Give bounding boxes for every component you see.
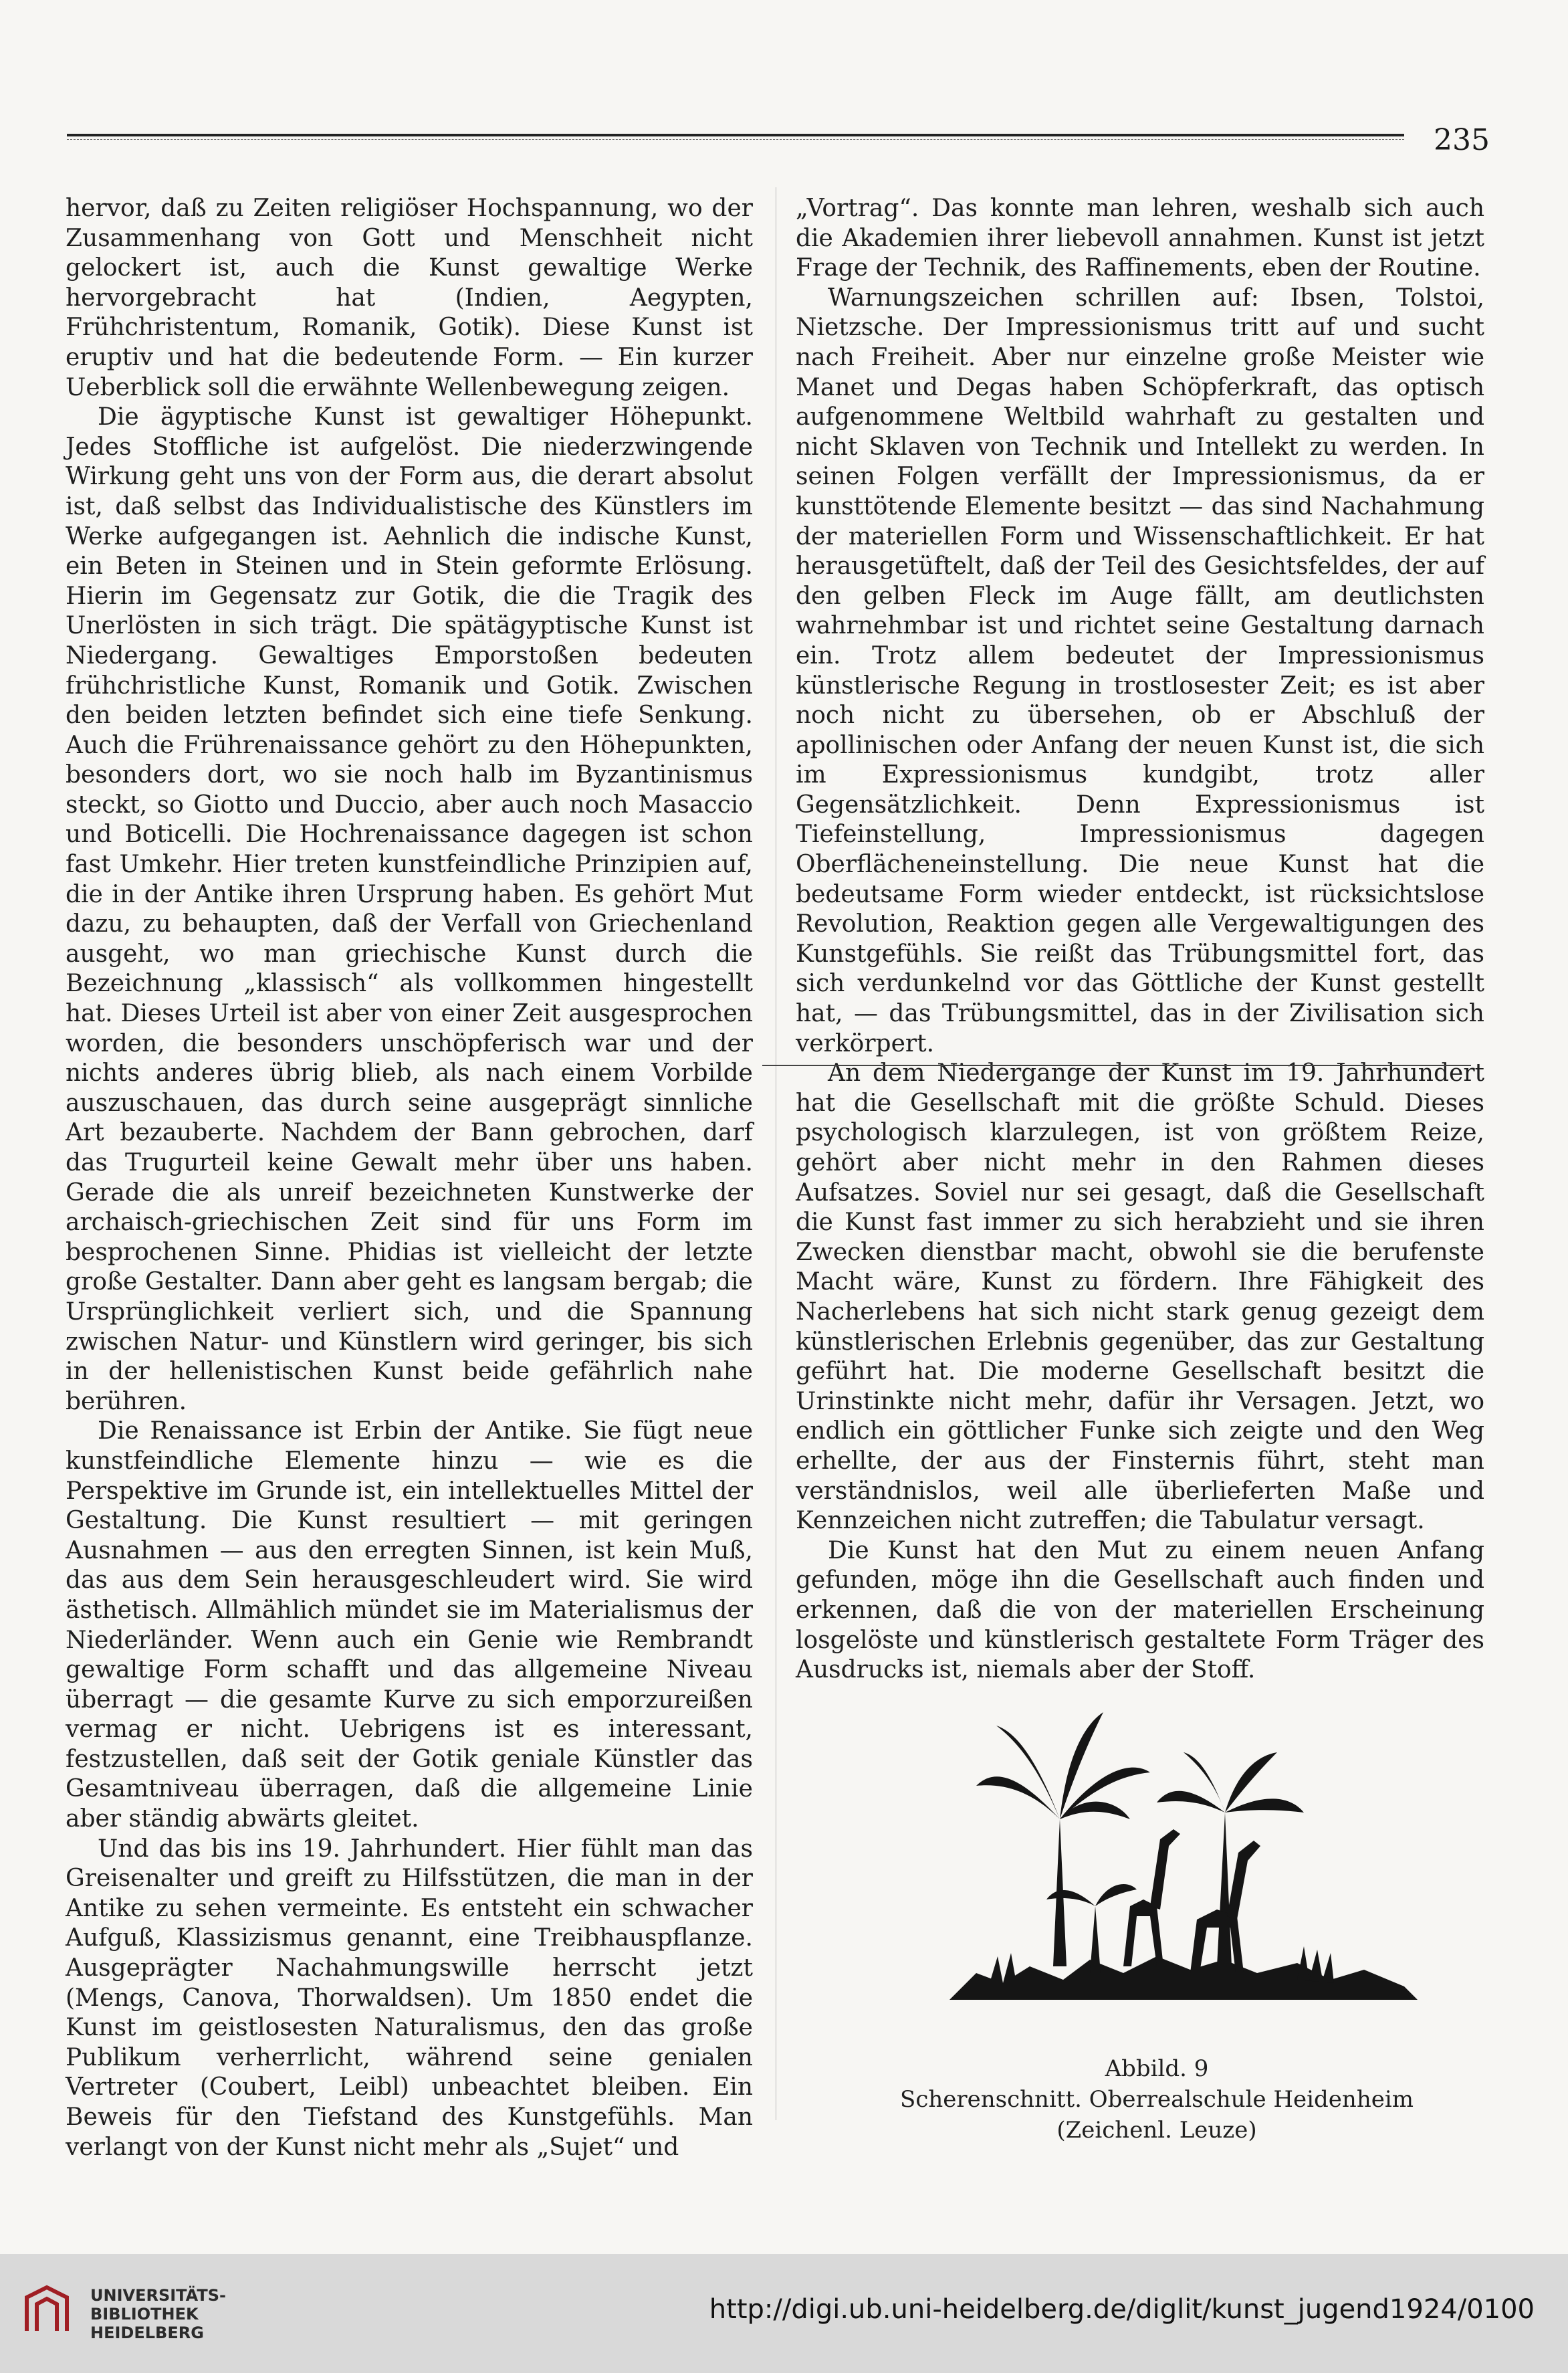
paragraph: Die Kunst hat den Mut zu einem neuen Anfang gefunden, möge ihn die Gesellschaft auch finden und erkennen, daß die von der materiellen Erscheinung losgelöste und künstlerisch gestaltete Form Träger des Ausdrucks ist, niemals aber der Stoff. <box>796 1536 1484 1684</box>
library-name-line-1: UNIVERSITÄTS- <box>90 2286 227 2305</box>
page-number: 235 <box>1434 123 1490 157</box>
paragraph: hervor, daß zu Zeiten religiöser Hochspannung, wo der Zusammenhang von Gott und Menschheit nicht gelockert ist, auch die Kunst gewaltige Werke hervorgebracht hat (Indien, Aegypten, Frühchristentum, Romanik, Gotik). Diese Kunst ist eruptiv und hat die bedeutende Form. — Ein kurzer Ueberblick soll die erwähnte Wellenbewegung zeigen. <box>66 195 753 401</box>
library-logo-icon <box>13 2277 80 2344</box>
right-text-column <box>796 194 1484 1685</box>
paper-cut-figure <box>923 1685 1431 2020</box>
library-footer <box>0 2254 1568 2373</box>
caption-line-3: (Zeichenl. Leuze) <box>1056 2117 1257 2144</box>
paper-cut-silhouette-icon <box>923 1685 1431 2020</box>
library-name-line-2: BIBLIOTHEK <box>90 2305 199 2324</box>
library-name <box>90 2286 226 2342</box>
caption-line-2: Scherenschnitt. Oberrealschule Heidenheim <box>900 2086 1414 2113</box>
section-divider-rule <box>762 1065 1471 1066</box>
paragraph: An dem Niedergange der Kunst im 19. Jahrhundert hat die Gesellschaft mit die größte Schuld. Dieses psychologisch klarzulegen, ist von größtem Reize, gehört aber nicht mehr in den Rahmen dieses Aufsatzes. Soviel nur sei gesagt, daß die Gesellschaft die Kunst fast immer zu sich herabzieht und sie ihren Zwecken dienstbar macht, obwohl sie die berufenste Macht wäre, Kunst zu fördern. Ihre Fähigkeit des Nacherlebens hat sich nicht stark genug gezeigt dem künstlerischen Erlebnis gegenüber, das zur Gestaltung geführt hat. Die moderne Gesellschaft besitzt die Urinstinkte nicht mehr, dafür ihr Versagen. Jetzt, wo endlich ein göttlicher Funke sich zeigte und den Weg erhellte, der aus der Finsternis führt, steht man verständnislos, weil alle überlieferten Maße und Kennzeichen nicht zutreffen; die Tabulatur versagt. <box>796 1059 1484 1535</box>
library-name-line-3: HEIDELBERG <box>90 2324 204 2342</box>
paragraph: Warnungszeichen schrillen auf: Ibsen, Tolstoi, Nietzsche. Der Impressionismus tritt auf und sucht nach Freiheit. Aber nur einzelne große Meister wie Manet und Degas haben Schöpferkraft, das optisch aufgenommene Weltbild wahrhaft zu gestalten und nicht Sklaven von Technik und Intellekt zu werden. In seinen Folgen verfällt der Impressionismus, da er kunsttötende Elemente besitzt — das sind Nachahmung der materiellen Form und Wissenschaftlichkeit. Er hat herausgetüftelt, daß der Teil des Gesichtsfeldes, der auf den gelben Fleck im Auge fällt, am deutlichsten wahrnehmbar ist und richtet seine Gestaltung darnach ein. Trotz allem bedeutet der Impressionismus künstlerische Regung in trostlosester Zeit; es ist aber noch nicht zu übersehen, ob er Abschluß der apollinischen oder Anfang der neuen Kunst ist, die sich im Expressionismus kundgibt, trotz aller Gegensätzlichkeit. Denn Expressionismus ist Tiefeinstellung, Impressionismus dagegen Oberflächeneinstellung. Die neue Kunst hat die bedeutsame Form wieder entdeckt, ist rücksichtslose Revolution, Reaktion gegen alle Vergewaltigungen des Kunstgefühls. Sie reißt das Trübungsmittel fort, das sich verdunkelnd vor das Göttliche der Kunst gestellt hat, — das Trübungsmittel, das in der Zivilisation sich verkörpert. <box>796 284 1484 1057</box>
left-text-column <box>66 194 753 2162</box>
permalink-url[interactable]: http://digi.ub.uni-heidelberg.de/diglit/kunst_jugend1924/0100 <box>709 2294 1535 2325</box>
caption-line-1: Abbild. 9 <box>1105 2055 1209 2082</box>
paragraph: Die Renaissance ist Erbin der Antike. Sie fügt neue kunstfeindliche Elemente hinzu — wie es die Perspektive im Grunde ist, ein intellektuelles Mittel der Gestaltung. Die Kunst resultiert — mit geringen Ausnahmen — aus den erregten Sinnen, ist kein Muß, das aus dem Sein herausgeschleudert wird. Sie wird ästhetisch. Allmählich mündet sie im Materialismus der Niederländer. Wenn auch ein Genie wie Rembrandt gewaltige Form schafft und das allgemeine Niveau überragt — die gesamte Kurve zu sich emporzureißen vermag er nicht. Uebrigens ist es interessant, festzustellen, daß seit der Gotik geniale Künstler das Gesamtniveau überragen, daß die allgemeine Linie aber ständig abwärts gleitet. <box>66 1417 753 1833</box>
paragraph: „Vortrag“. Das konnte man lehren, weshalb sich auch die Akademien ihrer liebevoll annahmen. Kunst ist jetzt Frage der Technik, des Raffinements, eben der Routine. <box>796 195 1484 282</box>
figure-caption <box>869 2053 1444 2146</box>
paragraph: Die ägyptische Kunst ist gewaltiger Höhepunkt. Jedes Stoffliche ist aufgelöst. Die niederzwingende Wirkung geht uns von der Form aus, die derart absolut ist, daß selbst das Individualistische des Künstlers im Werke aufgegangen ist. Aehnlich die indische Kunst, ein Beten in Steinen und in Stein geformte Erlösung. Hierin im Gegensatz zur Gotik, die die Tragik des Unerlösten in sich trägt. Die spätägyptische Kunst ist Niedergang. Gewaltiges Emporstoßen bedeuten frühchristliche Kunst, Romanik und Gotik. Zwischen den beiden letzten befindet sich eine tiefe Senkung. Auch die Frührenaissance gehört zu den Höhepunkten, besonders dort, wo sie noch halb im Byzantinismus steckt, so Giotto und Duccio, aber auch noch Masaccio und Boticelli. Die Hochrenaissance dagegen ist schon fast Umkehr. Hier treten kunstfeindliche Prinzipien auf, die in der Antike ihren Ursprung haben. Es gehört Mut dazu, zu behaupten, daß der Verfall von Griechenland ausgeht, wo man griechische Kunst durch die Bezeichnung „klassisch“ als vollkommen hingestellt hat. Dieses Urteil ist aber von einer Zeit ausgesprochen worden, die besonders unschöpferisch war und der nichts anderes übrig blieb, als nach einem Vorbilde auszuschauen, das durch seine ausgeprägt sinnliche Art bezauberte. Nachdem der Bann gebrochen, darf das Trugurteil keine Gewalt mehr über uns haben. Gerade die als unreif bezeichneten Kunstwerke der archaisch-griechischen Zeit sind für uns Form im besprochenen Sinne. Phidias ist vielleicht der letzte große Gestalter. Dann aber geht es langsam bergab; die Ursprünglichkeit verliert sich, und die Spannung zwischen Natur- und Künstlern wird geringer, bis sich in der hellenistischen Kunst beide gefährlich nahe berühren. <box>66 403 753 1415</box>
paragraph: Und das bis ins 19. Jahrhundert. Hier fühlt man das Greisenalter und greift zu Hilfsstützen, die man in der Antike zu sehen vermeinte. Es entsteht ein schwacher Aufguß, Klassizismus genannt, eine Treibhauspflanze. Ausgeprägter Nachahmungswille herrscht jetzt (Mengs, Canova, Thorwaldsen). Um 1850 endet die Kunst im geistlosesten Naturalismus, den das große Publikum verherrlicht, während seine genialen Vertreter (Coubert, Leibl) unbeachtet bleiben. Ein Beweis für den Tiefstand des Kunstgefühls. Man verlangt von der Kunst nicht mehr als „Sujet“ und <box>66 1835 753 2161</box>
header-rule <box>67 134 1404 140</box>
